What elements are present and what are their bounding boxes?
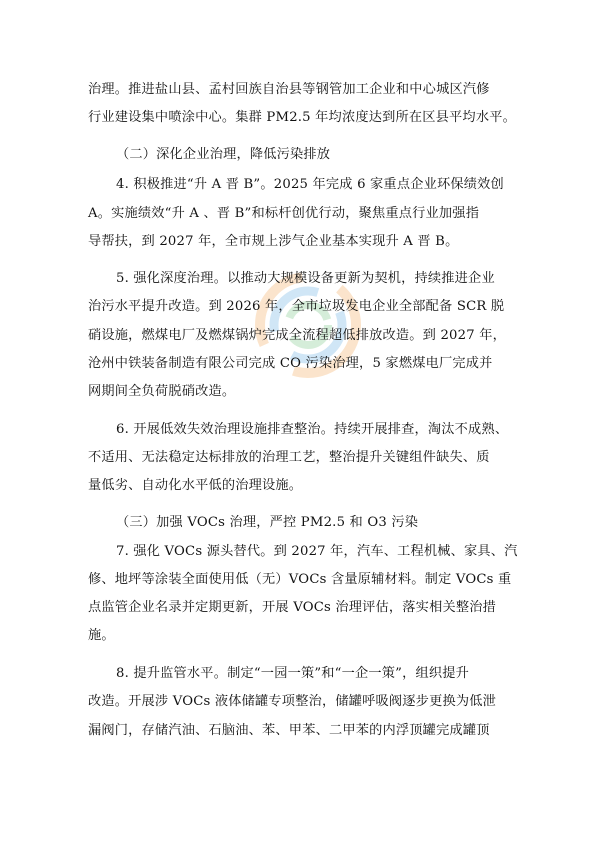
body-line: 8. 提升监管水平。制定“一园一策”和“一企一策”，组织提升 [116,666,470,681]
body-line: 不适用、无法稳定达标排放的治理工艺，整治提升关键组件缺失、质 [88,450,490,465]
body-line: 4. 积极推进“升 A 晋 B”。2025 年完成 6 家重点企业环保绩效创 [116,177,504,192]
body-line: 修、地坪等涂装全面使用低（无）VOCs 含量原辅材料。制定 VOCs 重 [88,572,512,587]
body-line: 沧州中铁装备制造有限公司完成 CO 污染治理，5 家燃煤电厂完成并 [88,356,493,371]
body-line: 改造。开展涉 VOCs 液体储罐专项整治，储罐呼吸阀逐步更换为低泄 [88,694,497,709]
body-line: 施。 [88,628,115,643]
section-heading: （三）加强 VOCs 治理，严控 PM2.5 和 O3 污染 [116,515,419,530]
body-line: 点监管企业名录并定期更新，开展 VOCs 治理评估，落实相关整治措 [88,600,497,615]
body-line: 行业建设集中喷涂中心。集群 PM2.5 年均浓度达到所在区县平均水平。 [88,110,516,125]
body-line: 漏阀门，存储汽油、石脑油、苯、甲苯、二甲苯的内浮顶罐完成罐顶 [88,723,490,738]
body-line: 导帮扶，到 2027 年，全市规上涉气企业基本实现升 A 晋 B。 [88,234,459,249]
body-line: 6. 开展低效失效治理设施排查整治。持续开展排查，淘汰不成熟、 [116,422,509,437]
body-line: A。实施绩效“升 A 、晋 B”和标杆创优行动，聚焦重点行业加强指 [88,206,480,221]
body-line: 治理。推进盐山县、孟村回族自治县等钢管加工企业和中心城区汽修 [88,82,490,97]
body-line: 5. 强化深度治理。以推动大规模设备更新为契机，持续推进企业 [116,271,495,286]
body-line: 网期间全负荷脱硝改造。 [88,384,236,399]
body-line: 7. 强化 VOCs 源头替代。到 2027 年，汽车、工程机械、家具、汽 [116,544,518,559]
body-line: 治污水平提升改造。到 2026 年，全市垃圾发电企业全部配备 SCR 脱 [88,299,505,314]
body-line: 量低劣、自动化水平低的治理设施。 [88,478,303,493]
body-line: 硝设施，燃煤电厂及燃煤锅炉完成全流程超低排放改造。到 2027 年， [88,328,506,343]
section-heading: （二）深化企业治理，降低污染排放 [116,147,331,162]
